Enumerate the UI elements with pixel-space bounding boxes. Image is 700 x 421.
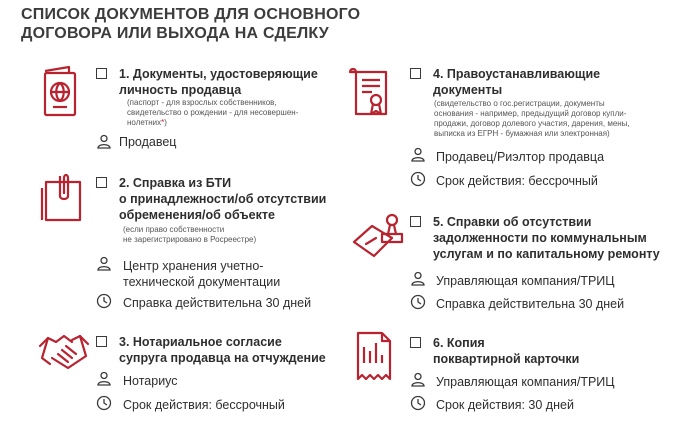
document-3-issuer: Нотариус — [123, 374, 178, 388]
document-2-issuer: Центр хранения учетно- технической документации — [123, 259, 281, 289]
certificate-icon — [348, 66, 392, 120]
document-5-title: 5. Справки об отсутствии задолженности по коммунальным услугам и по капитальному ремонту — [433, 215, 660, 261]
page-title-line-2: ДОГОВОРА ИЛИ ВЫХОДА НА СДЕЛКУ — [21, 25, 329, 42]
document-6-validity: Срок действия: 30 дней — [436, 398, 574, 412]
clock-icon — [96, 395, 112, 411]
document-4-issuer: Продавец/Риэлтор продавца — [436, 150, 605, 164]
page-title — [21, 5, 360, 43]
document-3-title: 3. Нотариальное согласие супруга продавца на отчуждение — [119, 335, 326, 365]
person-icon — [410, 271, 426, 287]
document-4-checkbox[interactable] — [410, 68, 421, 79]
document-4-title: 4. Правоустанавливающие документы — [433, 67, 601, 97]
document-6-checkbox[interactable] — [410, 337, 421, 348]
document-1-note: (паспорт - для взрослых собственников, свидетельство о рождении - для несовершен- нолетних*) — [127, 98, 299, 127]
handshake-icon — [38, 328, 90, 372]
document-5-checkbox[interactable] — [410, 216, 421, 227]
asterisk-mark: * — [161, 118, 165, 127]
document-5-issuer: Управляющая компания/ТРИЦ — [436, 274, 615, 288]
document-6-issuer: Управляющая компания/ТРИЦ — [436, 375, 615, 389]
document-2-title: 2. Справка из БТИ о принадлежности/об отсутствии обременения/об объекте — [119, 176, 327, 222]
document-3-validity: Срок действия: бессрочный — [123, 398, 285, 412]
passport-icon — [41, 65, 81, 117]
document-6-title: 6. Копия поквартирной карточки — [433, 336, 580, 366]
clock-icon — [410, 294, 426, 310]
document-1-checkbox[interactable] — [96, 68, 107, 79]
clock-icon — [410, 395, 426, 411]
document-4-validity: Срок действия: бессрочный — [436, 174, 598, 188]
document-3-checkbox[interactable] — [96, 336, 107, 347]
person-icon — [96, 256, 112, 272]
person-icon — [410, 372, 426, 388]
document-copy-icon — [356, 329, 396, 381]
folder-clip-icon — [40, 172, 84, 224]
document-1-title: 1. Документы, удостоверяющие личность продавца — [119, 67, 318, 97]
person-icon — [410, 147, 426, 163]
document-1-issuer: Продавец — [119, 135, 177, 149]
clock-icon — [96, 293, 112, 309]
document-2-validity: Справка действительна 30 дней — [123, 296, 312, 310]
document-4-note: (свидетельство о гос.регистрации, документы основания - например, предыдущий договор купли- продажи, договор долевого участия, дарения, мены, выписка из ЕГРН - бумажная или электронная) — [434, 99, 630, 138]
person-icon — [96, 134, 112, 150]
clock-icon — [410, 171, 426, 187]
document-2-checkbox[interactable] — [96, 177, 107, 188]
document-5-validity: Справка действительна 30 дней — [436, 297, 625, 311]
document-2-note: (если право собственности не зарегистрировано в Росреестре) — [123, 225, 257, 244]
page-title-line-1: СПИСОК ДОКУМЕНТОВ ДЛЯ ОСНОВНОГО — [21, 6, 361, 23]
person-icon — [96, 371, 112, 387]
stamp-icon — [352, 212, 404, 258]
